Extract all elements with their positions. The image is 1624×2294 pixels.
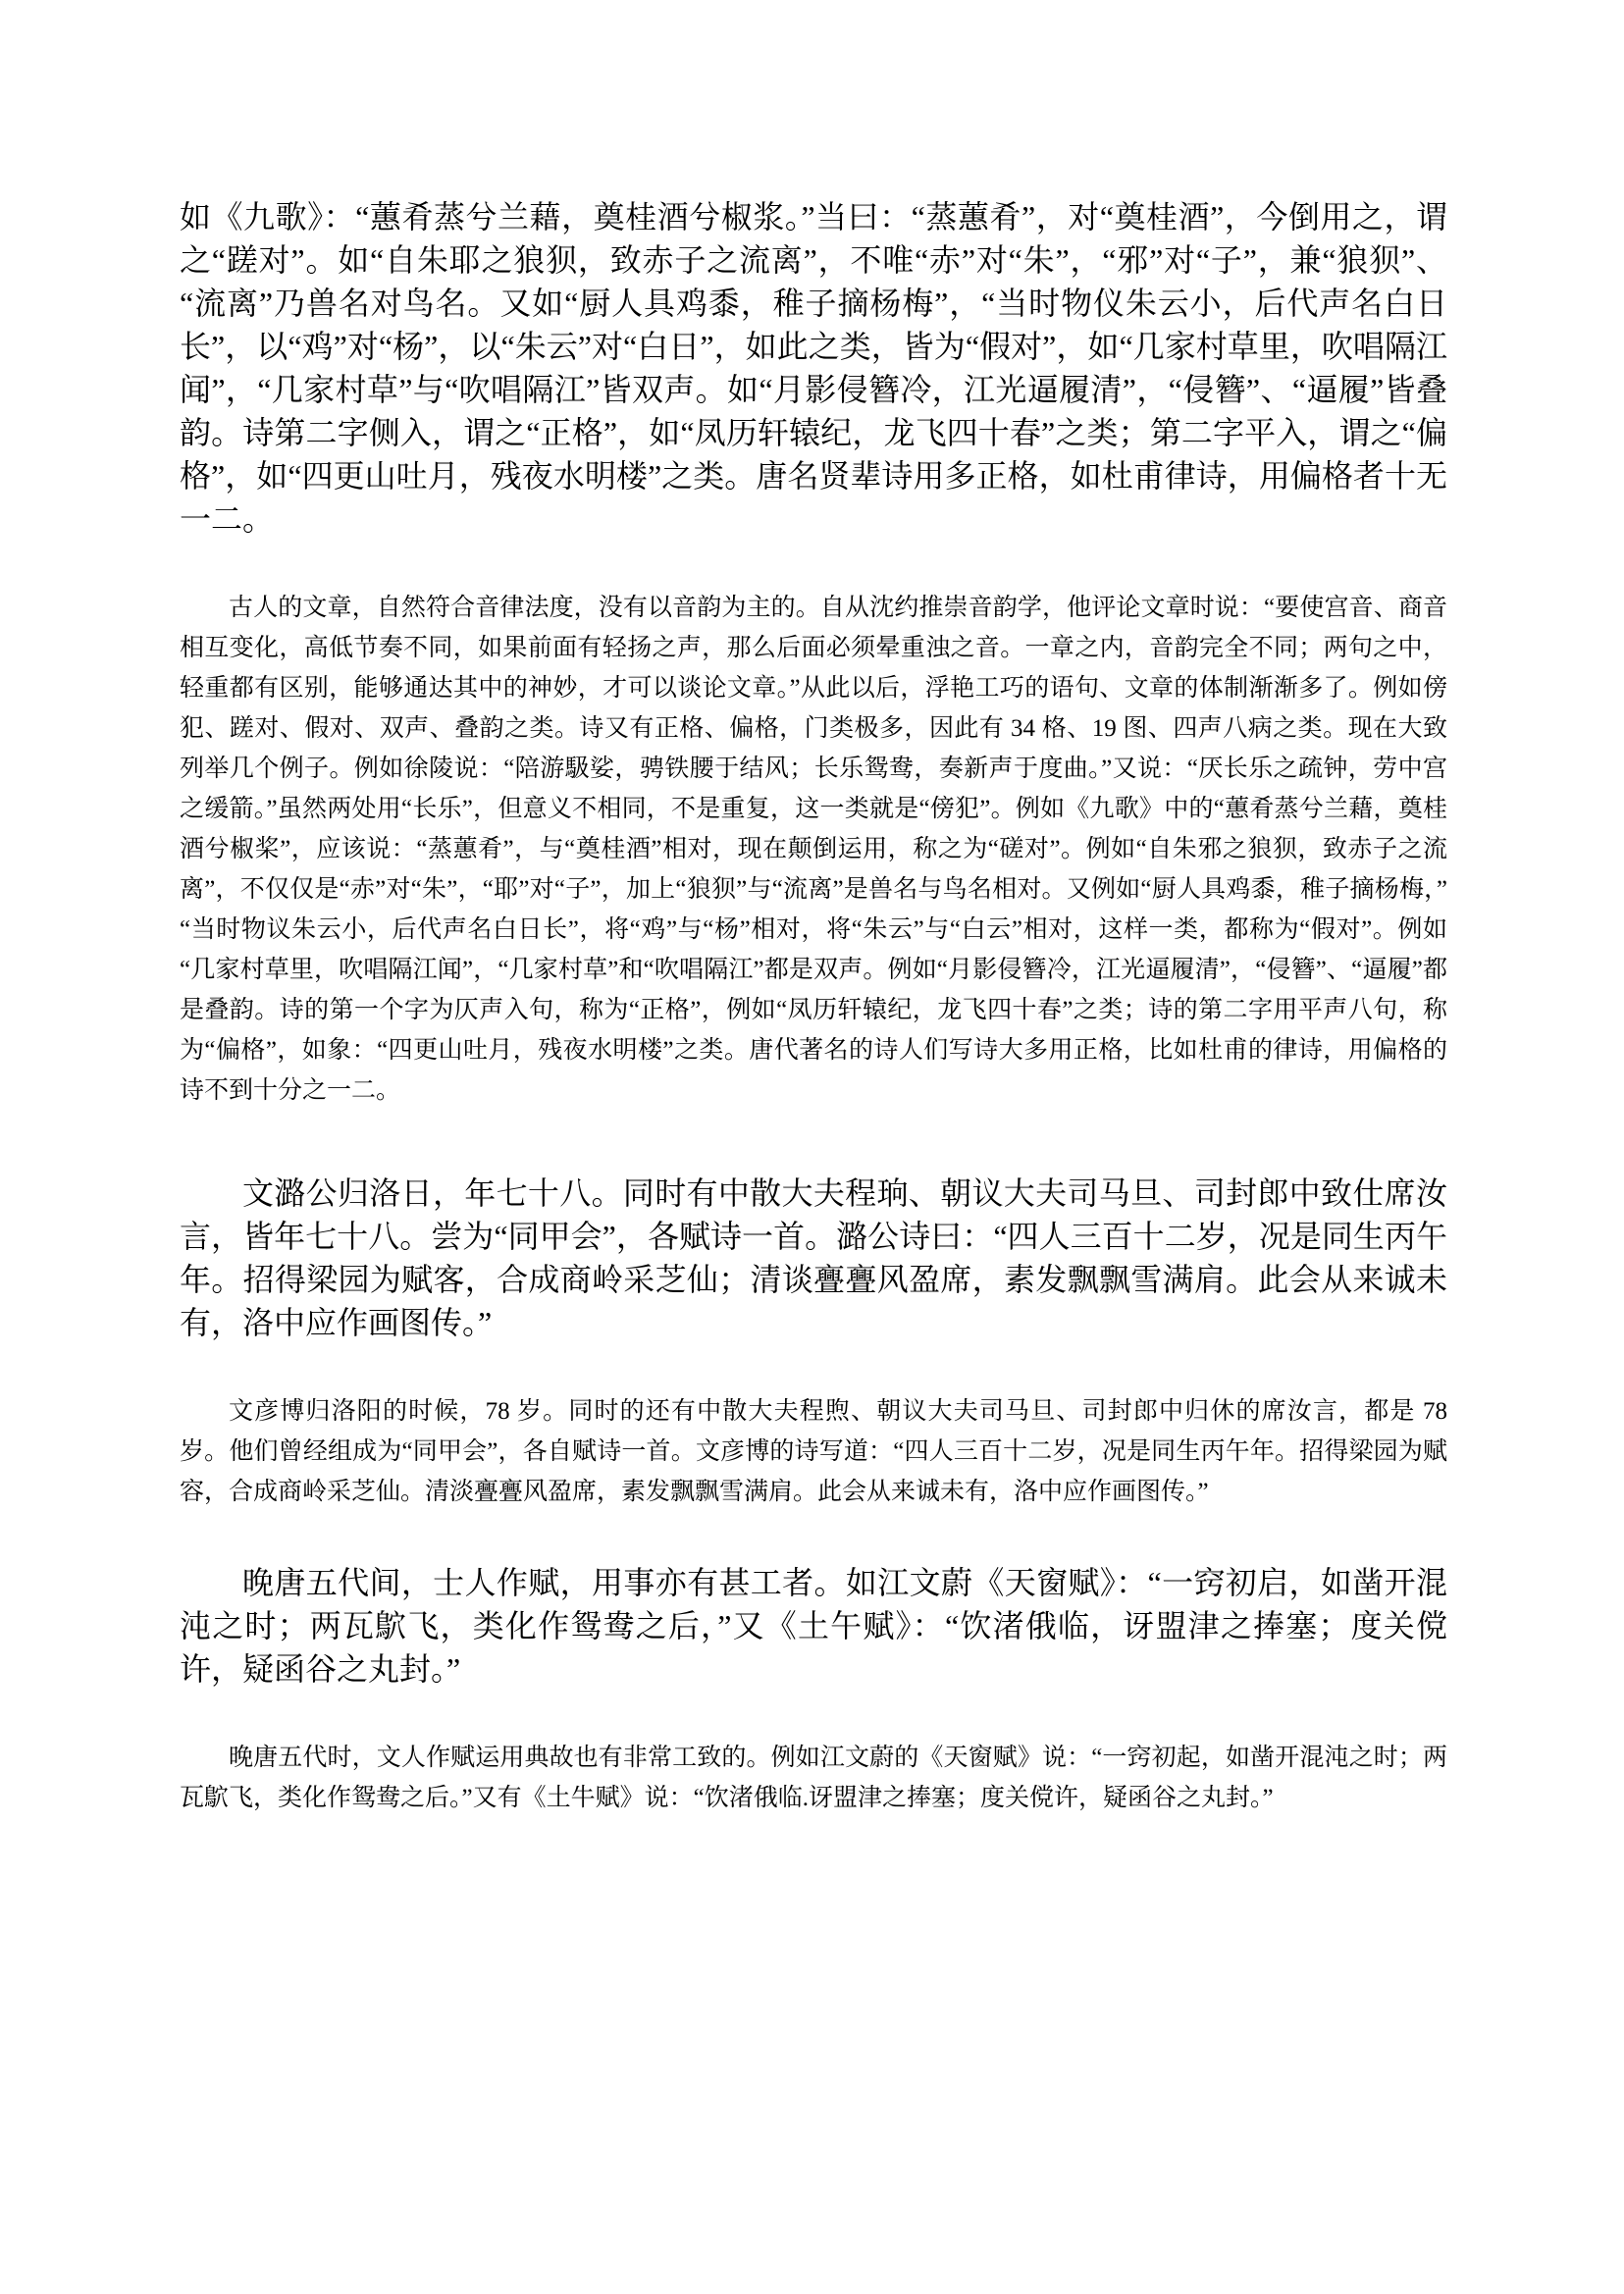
- paragraph-translation-2: 文彦博归洛阳的时候，78 岁。同时的还有中散大夫程煦、朝议大夫司马旦、司封郎中归休的席汝言，都是 78 岁。他们曾经组成为“同甲会”，各自赋诗一首。文彦博的诗写道：“四人三百十二岁，况是同生丙午年。招得梁园为赋容，合成商岭采芝仙。清淡亹亹风盈席，素发飘飘雪满肩。此会从来诚未有，洛中应作画图传。”: [180, 1398, 1447, 1505]
- paragraph-classical-2: 文潞公归洛日，年七十八。同时有中散大夫程珦、朝议大夫司马旦、司封郎中致仕席汝言，皆年七十八。尝为“同甲会”，各赋诗一首。潞公诗曰：“四人三百十二岁，况是同生丙午年。招得梁园为赋客，合成商岭采芝仙；清谈亹亹风盈席，素发飘飘雪满肩。此会从来诚未有，洛中应作画图传。”: [180, 1175, 1447, 1340]
- paragraph-translation-3: 晚唐五代时，文人作赋运用典故也有非常工致的。例如江文蔚的《天窗赋》说：“一窍初起，如凿开混沌之时；两瓦鴥飞，类化作鸳鸯之后。”又有《土牛赋》说：“饮渚俄临.讶盟津之捧塞；度关傥许，疑函谷之丸封。”: [180, 1745, 1447, 1811]
- paragraph-classical-1: 如《九歌》：“蕙肴蒸兮兰藉，奠桂酒兮椒浆。”当曰：“蒸蕙肴”，对“奠桂酒”，今倒用之，谓之“蹉对”。如“自朱耶之狼狈，致赤子之流离”，不唯“赤”对“朱”，“邪”对“子”，兼“狼狈”、“流离”乃兽名对鸟名。又如“厨人具鸡黍，稚子摘杨梅”，“当时物仪朱云小，后代声名白日长”，以“鸡”对“杨”，以“朱云”对“白日”，如此之类，皆为“假对”，如“几家村草里，吹唱隔江闻”，“几家村草”与“吹唱隔江”皆双声。如“月影侵簪冷，江光逼履清”，“侵簪”、“逼履”皆叠韵。诗第二字侧入，谓之“正格”，如“凤历轩辕纪，龙飞四十春”之类；第二字平入，谓之“偏格”，如“四更山吐月，残夜水明楼”之类。唐名贤辈诗用多正格，如杜甫律诗，用偏格者十无一二。: [180, 199, 1447, 537]
- paragraph-translation-1: 古人的文章，自然符合音律法度，没有以音韵为主的。自从沈约推崇音韵学，他评论文章时说：“要使宫音、商音相互变化，高低节奏不同，如果前面有轻扬之声，那么后面必须晕重浊之音。一章之内，音韵完全不同；两句之中，轻重都有区别，能够通达其中的神妙，才可以谈论文章。”从此以后，浮艳工巧的语句、文章的体制渐渐多了。例如傍犯、蹉对、假对、双声、叠韵之类。诗又有正格、偏格，门类极多，因此有 34 格、19 图、四声八病之类。现在大致列举几个例子。例如徐陵说：“陪游馺娑，骋铁腰于结风；长乐鸳鸯，奏新声于度曲。”又说：“厌长乐之疏钟，劳中宫之缓箭。”虽然两处用“长乐”，但意义不相同，不是重复，这一类就是“傍犯”。例如《九歌》中的“蕙肴蒸兮兰藉，奠桂酒兮椒桨”，应该说：“蒸蕙肴”，与“奠桂酒”相对，现在颠倒运用，称之为“磋对”。例如“自朱邪之狼狈，致赤子之流离”，不仅仅是“赤”对“朱”，“耶”对“子”，加上“狼狈”与“流离”是兽名与鸟名相对。又例如“厨人具鸡黍，稚子摘杨梅，”“当时物议朱云小，后代声名白日长”，将“鸡”与“杨”相对，将“朱云”与“白云”相对，这样一类，都称为“假对”。例如“几家村草里，吹唱隔江闻”，“几家村草”和“吹唱隔江”都是双声。例如“月影侵簪冷，江光逼履清”，“侵簪”、“逼履”都是叠韵。诗的第一个字为仄声入句，称为“正格”，例如“凤历轩辕纪，龙飞四十春”之类；诗的第二字用平声八句，称为“偏格”，如象：“四更山吐月，残夜水明楼”之类。唐代著名的诗人们写诗大多用正格，比如杜甫的律诗，用偏格的诗不到十分之一二。: [180, 595, 1447, 1104]
- document-content: [180, 0, 1447, 1818]
- paragraph-classical-3: 晚唐五代间，士人作赋，用事亦有甚工者。如江文蔚《天窗赋》：“一窍初启，如凿开混沌之时；两瓦鴥飞，类化作鸳鸯之后，”又《土午赋》：“饮渚俄临，讶盟津之捧塞；度关傥许，疑函谷之丸封。”: [180, 1565, 1447, 1687]
